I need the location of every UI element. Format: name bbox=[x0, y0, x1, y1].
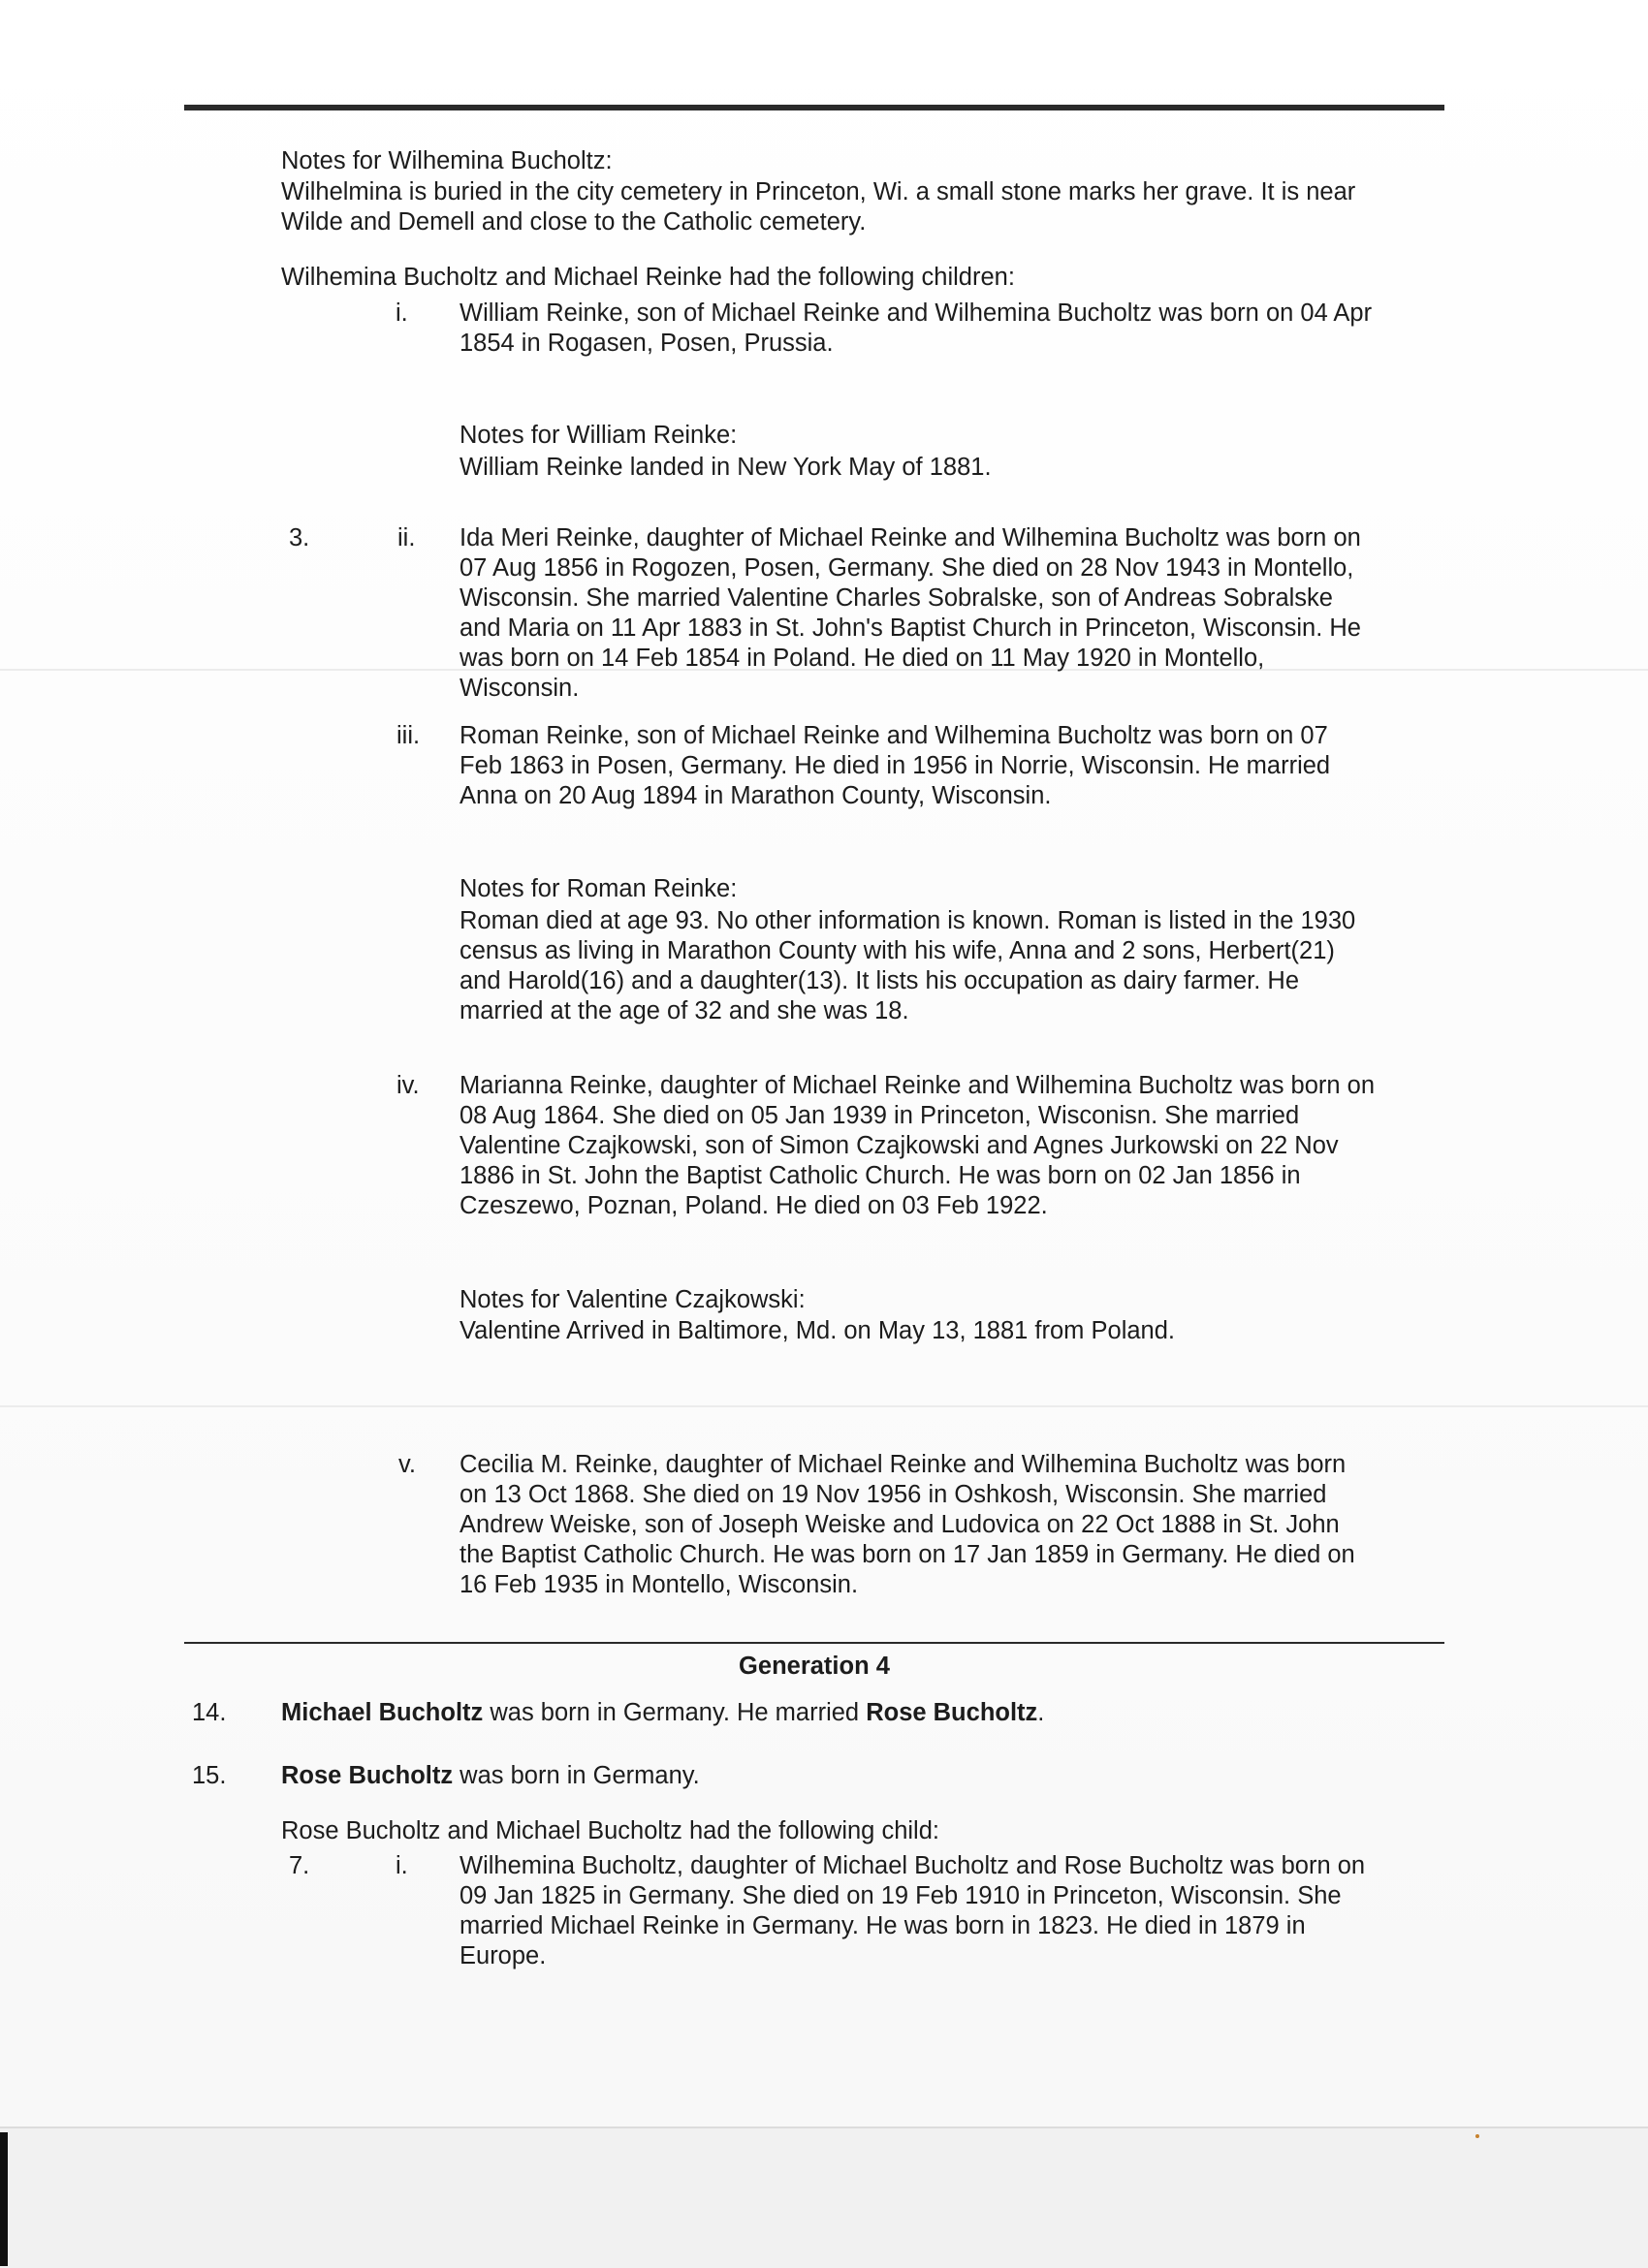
text-line: 1854 in Rogasen, Posen, Prussia. bbox=[460, 330, 834, 357]
scan-bottom-edge bbox=[0, 2126, 1648, 2268]
entry-number: 3. bbox=[289, 524, 310, 551]
person-name: Michael Bucholtz bbox=[281, 1699, 484, 1726]
text-line: William Reinke, son of Michael Reinke and Wilhemina Bucholtz was born on 04 Apr bbox=[460, 299, 1373, 327]
child-entry-cecilia bbox=[460, 1450, 1355, 1600]
person-name: Rose Bucholtz bbox=[281, 1762, 454, 1789]
text-line: Wilde and Demell and close to the Catholic cemetery. bbox=[281, 208, 867, 236]
child-entry-wilhemina bbox=[460, 1851, 1365, 1971]
notes-heading-valentine: Notes for Valentine Czajkowski: bbox=[460, 1286, 806, 1313]
text-line: 08 Aug 1864. She died on 05 Jan 1939 in Princeton, Wisconisn. She married bbox=[460, 1102, 1300, 1129]
children-intro-2: Rose Bucholtz and Michael Bucholtz had the following child: bbox=[281, 1817, 939, 1844]
notes-body-valentine: Valentine Arrived in Baltimore, Md. on May 13, 1881 from Poland. bbox=[460, 1317, 1175, 1344]
entry-number: 14. bbox=[192, 1699, 227, 1726]
notes-heading-william: Notes for William Reinke: bbox=[460, 422, 738, 449]
child-entry-ida bbox=[460, 523, 1361, 704]
text-line: and Harold(16) and a daughter(13). It lists his occupation as dairy farmer. He bbox=[460, 967, 1300, 994]
scan-left-edge bbox=[0, 2132, 8, 2266]
text-line: Valentine Czajkowski, son of Simon Czajkowski and Agnes Jurkowski on 22 Nov bbox=[460, 1132, 1339, 1159]
child-entry-roman bbox=[460, 721, 1330, 811]
text-line: 1886 in St. John the Baptist Catholic Church. He was born on 02 Jan 1856 in bbox=[460, 1162, 1301, 1189]
child-roman-numeral: v. bbox=[398, 1451, 416, 1478]
text-line: the Baptist Catholic Church. He was born on 17 Jan 1859 in Germany. He died on bbox=[460, 1541, 1355, 1568]
text-line: Marianna Reinke, daughter of Michael Reinke and Wilhemina Bucholtz was born on bbox=[460, 1072, 1376, 1099]
scan-speck bbox=[1475, 2134, 1479, 2138]
notes-heading-wilhemina: Notes for Wilhemina Bucholtz: bbox=[281, 147, 613, 174]
text-line: census as living in Marathon County with his wife, Anna and 2 sons, Herbert(21) bbox=[460, 937, 1335, 964]
children-intro: Wilhemina Bucholtz and Michael Reinke had the following children: bbox=[281, 264, 1015, 291]
entry-text: was born in Germany. He married bbox=[483, 1699, 867, 1726]
text-line: 16 Feb 1935 in Montello, Wisconsin. bbox=[460, 1571, 859, 1598]
text-line: Wilhemina Bucholtz, daughter of Michael Bucholtz and Rose Bucholtz was born on bbox=[460, 1852, 1366, 1879]
child-roman-numeral: i. bbox=[396, 1852, 408, 1879]
text-line: Roman Reinke, son of Michael Reinke and Wilhemina Bucholtz was born on 07 bbox=[460, 722, 1328, 749]
child-roman-numeral: i. bbox=[396, 299, 408, 327]
child-roman-numeral: iv. bbox=[396, 1072, 420, 1099]
text-line: Czeszewo, Poznan, Poland. He died on 03 Feb 1922. bbox=[460, 1192, 1048, 1219]
text-line: 09 Jan 1825 in Germany. She died on 19 Feb 1910 in Princeton, Wisconsin. She bbox=[460, 1882, 1342, 1909]
generation-heading: Generation 4 bbox=[739, 1653, 890, 1680]
child-entry-william bbox=[460, 299, 1372, 359]
spouse-name: Rose Bucholtz bbox=[866, 1699, 1038, 1726]
text-line: Roman died at age 93. No other information is known. Roman is listed in the 1930 bbox=[460, 907, 1356, 934]
text-line: Wisconsin. bbox=[460, 675, 580, 702]
text-line: Cecilia M. Reinke, daughter of Michael Reinke and Wilhemina Bucholtz was born bbox=[460, 1451, 1347, 1478]
text-line: Wilhelmina is buried in the city cemetery in Princeton, Wi. a small stone marks her grave. It is near bbox=[281, 178, 1356, 205]
notes-body-william: William Reinke landed in New York May of 1881. bbox=[460, 454, 992, 481]
notes-heading-roman: Notes for Roman Reinke: bbox=[460, 875, 738, 902]
text-line: Ida Meri Reinke, daughter of Michael Reinke and Wilhemina Bucholtz was born on bbox=[460, 524, 1361, 551]
text-line: Andrew Weiske, son of Joseph Weiske and Ludovica on 22 Oct 1888 in St. John bbox=[460, 1511, 1340, 1538]
text-line: Anna on 20 Aug 1894 in Marathon County, Wisconsin. bbox=[460, 782, 1052, 809]
text-line: 07 Aug 1856 in Rogozen, Posen, Germany. She died on 28 Nov 1943 in Montello, bbox=[460, 554, 1354, 582]
text-line: Europe. bbox=[460, 1942, 547, 1969]
top-rule bbox=[184, 105, 1444, 110]
text-line: Wisconsin. She married Valentine Charles Sobralske, son of Andreas Sobralske bbox=[460, 584, 1333, 612]
entry-michael-bucholtz bbox=[281, 1698, 1044, 1728]
notes-body-roman bbox=[460, 906, 1355, 1026]
child-entry-marianna bbox=[460, 1071, 1375, 1221]
entry-number: 7. bbox=[289, 1852, 310, 1879]
paper-fold-line bbox=[0, 1405, 1648, 1407]
text-line: married at the age of 32 and she was 18. bbox=[460, 997, 909, 1024]
generation-rule bbox=[184, 1642, 1444, 1644]
text-line: married Michael Reinke in Germany. He was born in 1823. He died in 1879 in bbox=[460, 1912, 1306, 1939]
text-line: and Maria on 11 Apr 1883 in St. John's Baptist Church in Princeton, Wisconsin. He bbox=[460, 614, 1361, 642]
notes-body-wilhemina bbox=[281, 177, 1355, 237]
text-line: on 13 Oct 1868. She died on 19 Nov 1956 in Oshkosh, Wisconsin. She married bbox=[460, 1481, 1327, 1508]
text-line: was born on 14 Feb 1854 in Poland. He died on 11 May 1920 in Montello, bbox=[460, 645, 1265, 672]
entry-text: was born in Germany. bbox=[453, 1762, 700, 1789]
entry-number: 15. bbox=[192, 1762, 227, 1789]
entry-rose-bucholtz bbox=[281, 1761, 700, 1791]
child-roman-numeral: ii. bbox=[397, 524, 416, 551]
child-roman-numeral: iii. bbox=[396, 722, 421, 749]
entry-text: . bbox=[1037, 1699, 1045, 1726]
text-line: Feb 1863 in Posen, Germany. He died in 1956 in Norrie, Wisconsin. He married bbox=[460, 752, 1331, 779]
